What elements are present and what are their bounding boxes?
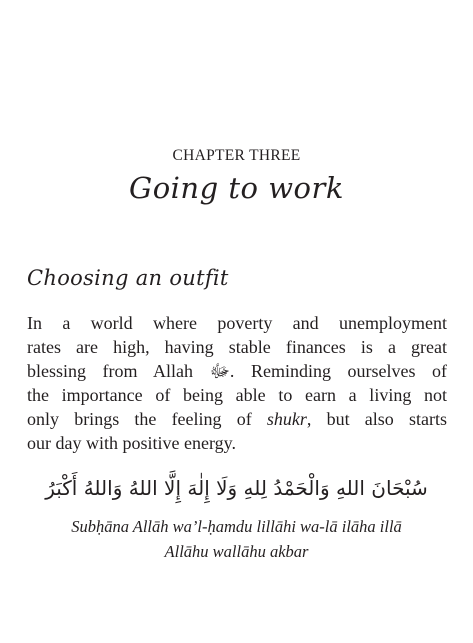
chapter-label: CHAPTER THREE [172, 147, 301, 164]
body-line: rates are high, having stable finances is a great [27, 337, 447, 357]
body-line-shukr [27, 407, 447, 431]
chapter-title: Going to work [129, 171, 344, 205]
transliteration-line: Subḥāna Allāh wa’l-ḥamdu lillāhi wa-lā ilāha illā [71, 517, 402, 536]
body-line: blessing from Allah ﷻ. Reminding ourselves of [27, 361, 447, 381]
arabic-dhikr: سُبْحَانَ اللهِ وَالْحَمْدُ لِلهِ وَلَا إِلٰهَ إِلَّا اللهُ وَاللهُ أَكْبَرُ [45, 476, 428, 500]
body-line-text: , but also starts [306, 409, 447, 429]
body-line: the importance of being able to earn a living not [27, 385, 447, 405]
body-line: In a world where poverty and unemployment [27, 313, 447, 333]
transliteration-line: Allāhu wallāhu akbar [164, 542, 309, 561]
body-paragraph [27, 311, 447, 455]
section-heading: Choosing an outfit [27, 266, 229, 290]
body-line: our day with positive energy. [27, 433, 236, 453]
body-line-text: only brings the feeling of [27, 409, 267, 429]
transliteration [0, 514, 473, 564]
shukr-term: shukr [266, 409, 307, 429]
